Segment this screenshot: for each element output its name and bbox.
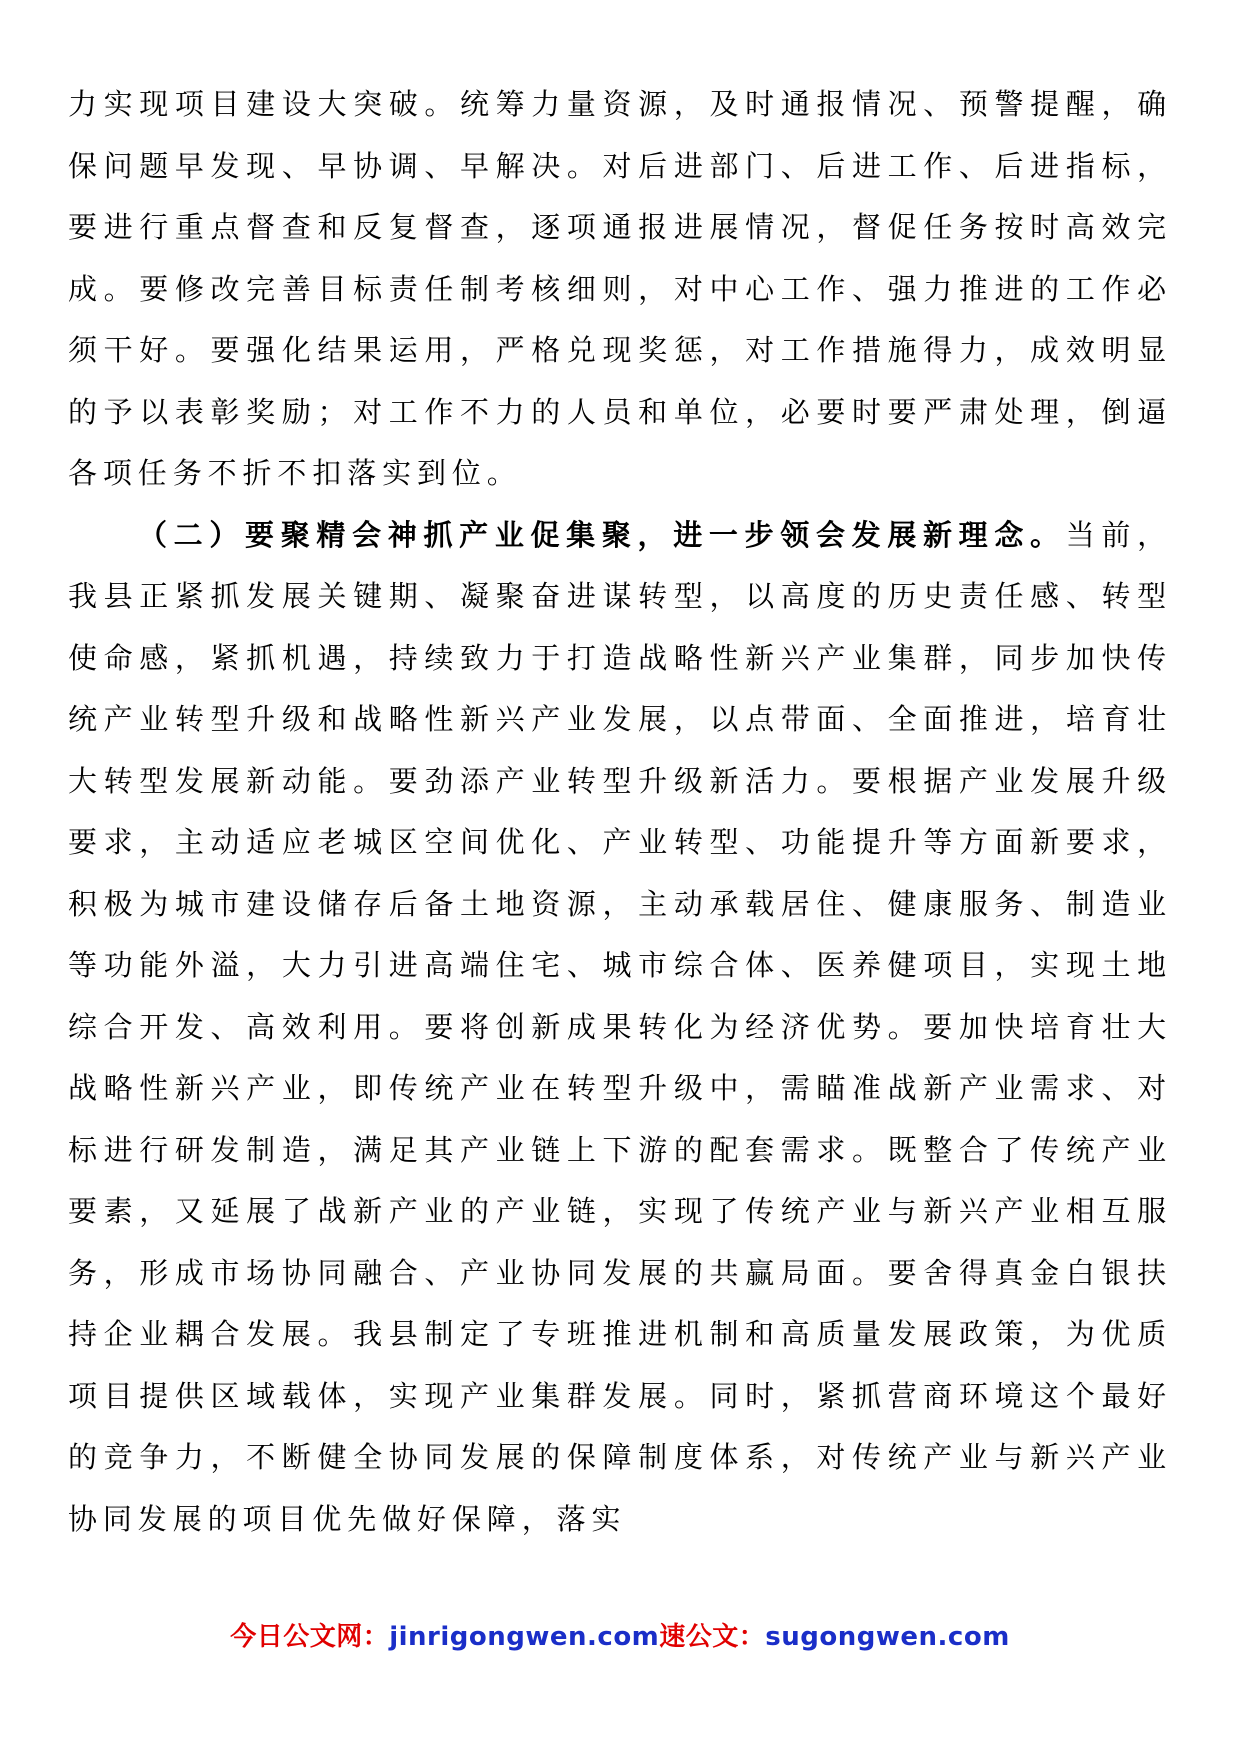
paragraph-section-two xyxy=(68,505,1172,1551)
footer-site1-url[interactable]: jinrigongwen.com xyxy=(389,1622,660,1652)
footer-site1-label: 今日公文网： xyxy=(230,1622,390,1652)
document-body xyxy=(68,74,1172,1550)
footer-site2-url[interactable]: sugongwen.com xyxy=(765,1622,1010,1652)
footer-site2-label: 速公文： xyxy=(659,1622,766,1652)
paragraph-continuation: 力实现项目建设大突破。统筹力量资源，及时通报情况、预警提醒，确保问题早发现、早协调、早解决。对后进部门、后进工作、后进指标，要进行重点督查和反复督查，逐项通报进展情况，督促任务按时高效完成。要修改完善目标责任制考核细则，对中心工作、强力推进的工作必须干好。要强化结果运用，严格兑现奖惩，对工作措施得力，成效明显的予以表彰奖励；对工作不力的人员和单位，必要时要严肃处理，倒逼各项任务不折不扣落实到位。 xyxy=(68,87,1172,490)
section-heading: （二）要聚精会神抓产业促集聚，进一步领会发展新理念。 xyxy=(138,517,1066,552)
footer-watermark xyxy=(0,1616,1240,1653)
section-body-text: 当前，我县正紧抓发展关键期、凝聚奋进谋转型，以高度的历史责任感、转型使命感，紧抓机遇，持续致力于打造战略性新兴产业集群，同步加快传统产业转型升级和战略性新兴产业发展，以点带面、全面推进，培育壮大转型发展新动能。要劲添产业转型升级新活力。要根据产业发展升级要求，主动适应老城区空间优化、产业转型、功能提升等方面新要求，积极为城市建设储存后备土地资源，主动承载居住、健康服务、制造业等功能外溢，大力引进高端住宅、城市综合体、医养健项目，实现土地综合开发、高效利用。要将创新成果转化为经济优势。要加快培育壮大战略性新兴产业，即传统产业在转型升级中，需瞄准战新产业需求、对标进行研发制造，满足其产业链上下游的配套需求。既整合了传统产业要素，又延展了战新产业的产业链，实现了传统产业与新兴产业相互服务，形成市场协同融合、产业协同发展的共赢局面。要舍得真金白银扶持企业耦合发展。我县制定了专班推进机制和高质量发展政策，为优质项目提供区域载体，实现产业集群发展。同时，紧抓营商环境这个最好的竞争力，不断健全协同发展的保障制度体系，对传统产业与新兴产业协同发展的项目优先做好保障，落实 xyxy=(68,517,1172,1536)
